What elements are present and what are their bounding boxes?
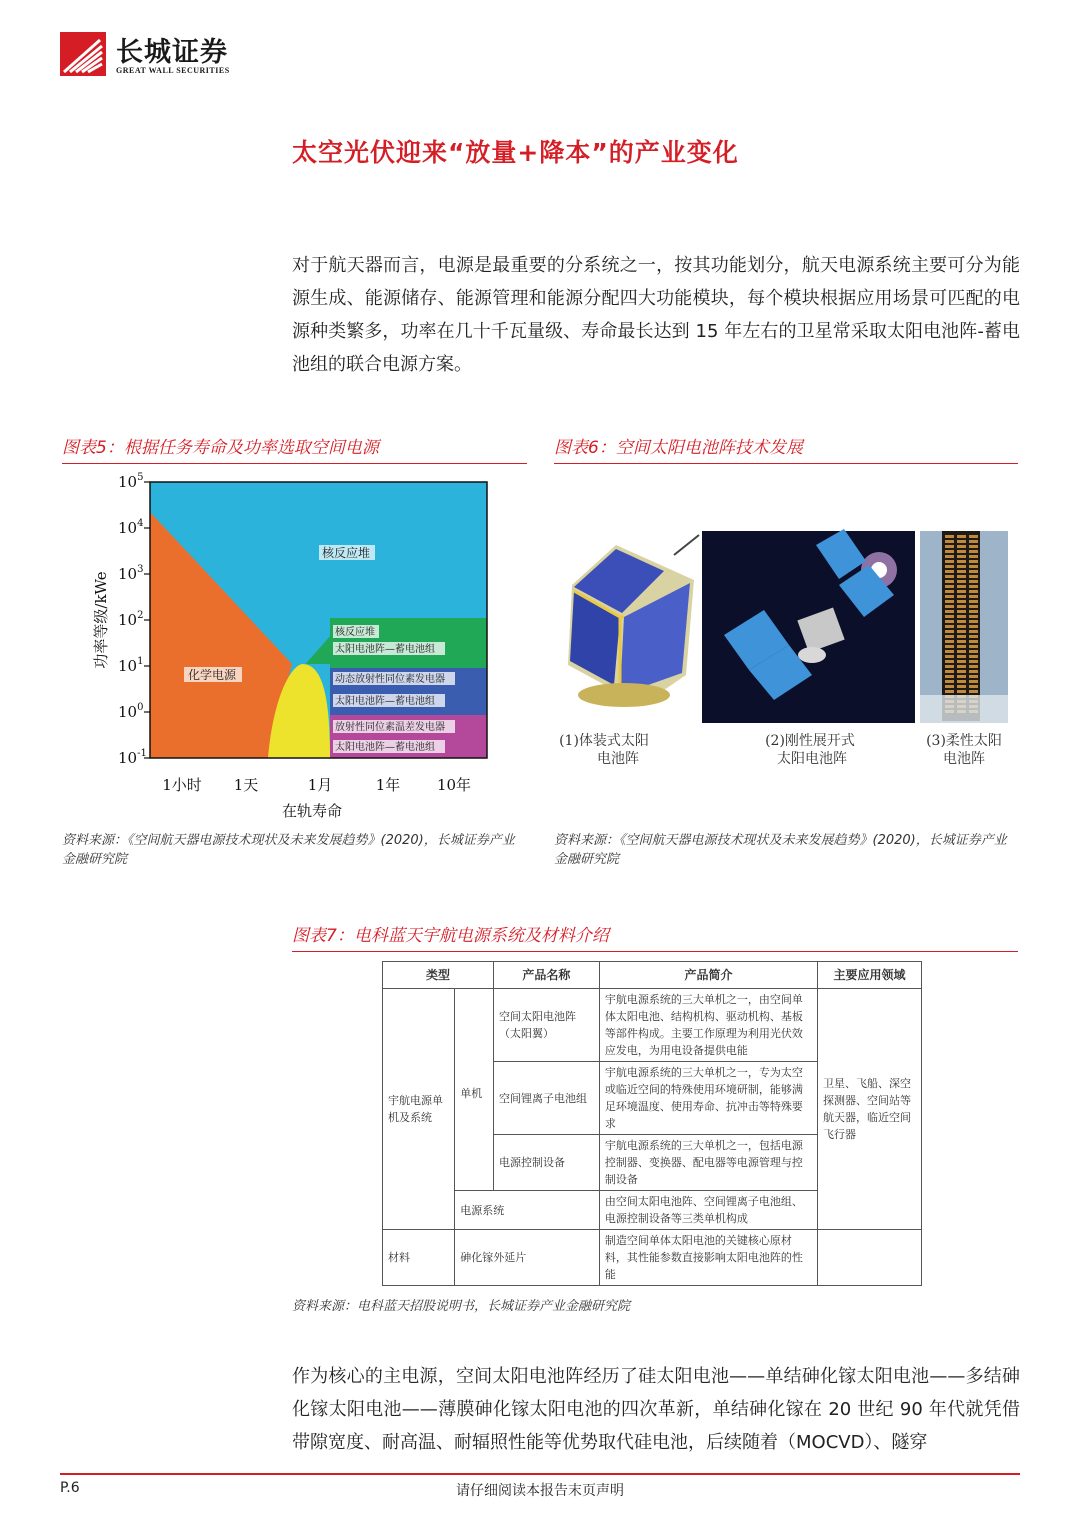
product-desc-cell: 宇航电源系统的三大单机之一，由空间单体太阳电池、结构机构、驱动机构、基板等部件构成。主要工作原理为利用光伏效应发电，为用电设备提供电能: [599, 989, 817, 1062]
label-nuclear: 核反应堆: [322, 546, 371, 560]
flex-array-cell: [957, 610, 966, 613]
label-green-1: 核反应堆: [335, 627, 375, 638]
label-blue-1: 动态放射性同位素发电器: [335, 674, 445, 685]
flex-array-cell: [957, 545, 966, 548]
flex-array-cell: [957, 665, 966, 668]
material-category-cell: 材料: [383, 1230, 455, 1286]
flex-array-cell: [957, 640, 966, 643]
application-cell: 卫星、飞船、深空探测器、空间站等航天器，临近空间飞行器: [818, 989, 922, 1230]
flex-array-cell: [957, 625, 966, 628]
figure7-title: 图表7：电科蓝天宇航电源系统及材料介绍: [292, 926, 609, 946]
flex-array-cell: [969, 565, 978, 568]
flex-array-cell: [969, 670, 978, 673]
caption-2-line2: 太阳电池阵: [777, 751, 847, 767]
flex-array-cell: [969, 600, 978, 603]
flex-array-cell: [969, 655, 978, 658]
company-name-cn: 长城证券: [116, 37, 228, 68]
product-name-cell: 空间太阳电池阵（太阳翼）: [493, 989, 599, 1062]
flex-array-cell: [969, 660, 978, 663]
flex-array-cell: [957, 690, 966, 693]
flex-array-cell: [945, 590, 954, 593]
flex-array-cell: [945, 650, 954, 653]
flex-array-cell: [945, 540, 954, 543]
y-tick-label: $10^2$: [118, 610, 144, 629]
flexible-array-image: [920, 531, 1008, 723]
rigid-deployable-array-image: [702, 529, 915, 723]
flex-array-cell: [957, 670, 966, 673]
flex-array-cell: [957, 650, 966, 653]
flex-array-cell: [945, 670, 954, 673]
figure5-chart: [62, 468, 527, 828]
y-tick-label: $10^1$: [118, 656, 144, 675]
flex-array-cell: [969, 545, 978, 548]
flex-array-cell: [957, 660, 966, 663]
flex-array-cell: [945, 660, 954, 663]
flex-array-cell: [945, 640, 954, 643]
flex-array-cell: [957, 535, 966, 538]
flex-array-cell: [969, 560, 978, 563]
table-header-row: [383, 962, 922, 989]
material-desc-cell: 制造空间单体太阳电池的关键核心原材料，其性能参数直接影响太阳电池阵的性能: [599, 1230, 817, 1286]
product-desc-cell: 宇航电源系统的三大单机之一，包括电源控制器、变换器、配电器等电源管理与控制设备: [599, 1135, 817, 1191]
flex-array-cell: [969, 580, 978, 583]
table-row: [383, 1230, 922, 1286]
flex-array-cell: [945, 675, 954, 678]
body-mounted-satellite-image: [568, 535, 699, 707]
flex-array-cell: [957, 570, 966, 573]
flex-array-cell: [945, 615, 954, 618]
flex-array-cell: [957, 585, 966, 588]
flex-array-cell: [945, 680, 954, 683]
label-green-2: 太阳电池阵—蓄电池组: [335, 644, 435, 655]
flex-array-cell: [969, 590, 978, 593]
flex-array-cell: [957, 590, 966, 593]
caption-1-line2: 电池阵: [597, 751, 639, 767]
figure5-title: 图表5：根据任务寿命及功率选取空间电源: [62, 438, 379, 458]
flex-array-cell: [957, 680, 966, 683]
caption-3-line2: 电池阵: [943, 751, 985, 767]
flex-array-cell: [969, 535, 978, 538]
figure7-rule: [292, 951, 1018, 952]
y-tick-label: $10^4$: [118, 518, 144, 537]
x-tick-label: 10年: [436, 776, 472, 794]
product-table: [382, 961, 922, 1286]
product-name-cell: 电源控制设备: [493, 1135, 599, 1191]
label-chemical: 化学电源: [188, 668, 237, 682]
caption-3-line1: (3)柔性太阳: [926, 733, 1002, 749]
flex-array-cell: [969, 680, 978, 683]
flex-array-cell: [957, 565, 966, 568]
flex-array-cell: [945, 565, 954, 568]
intro-paragraph: 对于航天器而言，电源是最重要的分系统之一，按其功能划分，航天电源系统主要可分为能源生成、能源储存、能源管理和能源分配四大功能模块，每个模块根据应用场景可匹配的电源种类繁多，功率在几十千瓦量级、寿命最长达到 15 年左右的卫星常采取太阳电池阵-蓄电池组的联合电源方案。: [292, 255, 1020, 375]
product-desc-cell: 宇航电源系统的三大单机之一，专为太空或临近空间的特殊使用环境研制，能够满足环境温度、使用寿命、抗冲击等特殊要求: [599, 1062, 817, 1135]
flex-array-cell: [945, 665, 954, 668]
flex-array-cell: [945, 550, 954, 553]
flex-array-cell: [957, 540, 966, 543]
flex-array-cell: [969, 620, 978, 623]
flex-array-cell: [945, 535, 954, 538]
footer-rule: [60, 1473, 1020, 1475]
header-description: 产品简介: [599, 962, 817, 989]
x-tick-label: 1年: [375, 776, 401, 794]
figure6-source: 资料来源：《空间航天器电源技术现状及未来发展趋势》(2020)，长城证券产业金融研究院: [554, 833, 1007, 867]
flex-array-cell: [969, 650, 978, 653]
flex-array-cell: [957, 635, 966, 638]
flex-array-cell: [945, 645, 954, 648]
flex-array-cell: [969, 540, 978, 543]
figure6-rule: [554, 463, 1018, 464]
caption-1-line1: (1)体装式太阳: [559, 733, 649, 749]
y-tick-label: $10^{-1}$: [118, 748, 147, 767]
flex-array-cell: [957, 595, 966, 598]
flex-array-cell: [957, 600, 966, 603]
flex-array-cell: [945, 630, 954, 633]
flex-array-cell: [945, 690, 954, 693]
system-name-cell: 电源系统: [455, 1191, 600, 1230]
flex-array-cell: [969, 610, 978, 613]
flex-array-cell: [957, 575, 966, 578]
body-paragraph: 作为核心的主电源，空间太阳电池阵经历了硅太阳电池——单结砷化镓太阳电池——多结砷化镓太阳电池——薄膜砷化镓太阳电池的四次革新，单结砷化镓在 20 世纪 90 年代就凭借带隙宽度、耐高温、耐辐照性能等优势取代硅电池，后续随着（MOCVD）、隧穿: [292, 1366, 1020, 1453]
flex-array-cell: [957, 580, 966, 583]
flex-array-cell: [957, 550, 966, 553]
flex-array-cell: [945, 635, 954, 638]
flex-array-cell: [969, 555, 978, 558]
footer-note: 请仔细阅读本报告末页声明: [456, 1483, 624, 1499]
flex-array-cell: [969, 665, 978, 668]
flex-array-cell: [969, 645, 978, 648]
flex-array-cell: [945, 600, 954, 603]
flex-array-cell: [945, 555, 954, 558]
flex-array-cell: [945, 570, 954, 573]
flex-array-cell: [945, 625, 954, 628]
flex-array-cell: [945, 610, 954, 613]
section-title: 太空光伏迎来“放量+降本”的产业变化: [292, 138, 739, 167]
figure7-source: 资料来源：电科蓝天招股说明书，长城证券产业金融研究院: [292, 1299, 631, 1314]
product-name-cell: 空间锂离子电池组: [493, 1062, 599, 1135]
flex-array-cell: [957, 605, 966, 608]
flex-array-cell: [969, 605, 978, 608]
x-axis-ticks: [162, 776, 471, 794]
y-tick-label: $10^3$: [118, 564, 144, 583]
material-name-cell: 砷化镓外延片: [455, 1230, 600, 1286]
flex-array-cell: [969, 640, 978, 643]
x-tick-label: 1小时: [162, 776, 202, 794]
flex-array-cell: [945, 620, 954, 623]
x-tick-label: 1天: [233, 776, 259, 794]
header-product-name: 产品名称: [493, 962, 599, 989]
flex-array-cell: [957, 645, 966, 648]
flex-array-cell: [945, 685, 954, 688]
flex-array-cell: [969, 630, 978, 633]
flex-array-cell: [945, 585, 954, 588]
flex-array-cell: [945, 580, 954, 583]
category-cell: 宇航电源单机及系统: [383, 989, 455, 1230]
flex-array-cell: [957, 560, 966, 563]
flex-array-cell: [945, 545, 954, 548]
x-axis-label: 在轨寿命: [281, 802, 343, 820]
table-row: [383, 989, 922, 1062]
caption-2-line1: (2)刚性展开式: [765, 733, 855, 749]
system-desc-cell: 由空间太阳电池阵、空间锂离子电池组、电源控制设备等三类单机构成: [599, 1191, 817, 1230]
flex-array-cell: [969, 570, 978, 573]
flex-array-cell: [969, 690, 978, 693]
sub-category-cell: 单机: [455, 989, 494, 1191]
flex-array-cell: [945, 605, 954, 608]
flex-array-cell: [969, 675, 978, 678]
flex-array-cell: [969, 685, 978, 688]
flex-array-cell: [957, 620, 966, 623]
flex-array-cell: [957, 555, 966, 558]
y-tick-label: $10^0$: [118, 702, 144, 721]
y-axis-label: 功率等级/kWe: [92, 571, 110, 669]
company-name-en: GREAT WALL SECURITIES: [116, 66, 230, 75]
flex-array-cell: [957, 630, 966, 633]
flex-array-cell: [957, 675, 966, 678]
header-type: 类型: [383, 962, 494, 989]
figure5-source: 资料来源：《空间航天器电源技术现状及未来发展趋势》(2020)，长城证券产业金融研究院: [62, 833, 515, 867]
label-magenta-2: 太阳电池阵—蓄电池组: [335, 742, 435, 753]
flex-array-cell: [969, 585, 978, 588]
figure6-images: [554, 525, 1018, 775]
page-number: P.6: [60, 1480, 80, 1496]
flex-array-cell: [957, 655, 966, 658]
x-tick-label: 1月: [307, 776, 333, 794]
flex-array-cell: [957, 685, 966, 688]
figure6-title: 图表6：空间太阳电池阵技术发展: [554, 438, 803, 458]
flex-array-cell: [969, 550, 978, 553]
header-application: 主要应用领域: [818, 962, 922, 989]
flex-array-cell: [945, 595, 954, 598]
label-magenta-1: 放射性同位素温差发电器: [335, 722, 445, 733]
y-tick-label: $10^5$: [118, 472, 144, 491]
flex-array-cell: [969, 615, 978, 618]
flex-array-cell: [945, 655, 954, 658]
flex-array-cell: [969, 635, 978, 638]
company-logo: [60, 32, 106, 76]
figure5-rule: [62, 463, 527, 464]
y-axis-ticks: [118, 472, 150, 767]
flex-array-cell: [969, 575, 978, 578]
flex-array-cell: [969, 595, 978, 598]
label-blue-2: 太阳电池阵—蓄电池组: [335, 696, 435, 707]
flex-array-cell: [969, 625, 978, 628]
flex-array-cell: [945, 575, 954, 578]
flex-array-cell: [957, 615, 966, 618]
flex-array-cell: [945, 560, 954, 563]
